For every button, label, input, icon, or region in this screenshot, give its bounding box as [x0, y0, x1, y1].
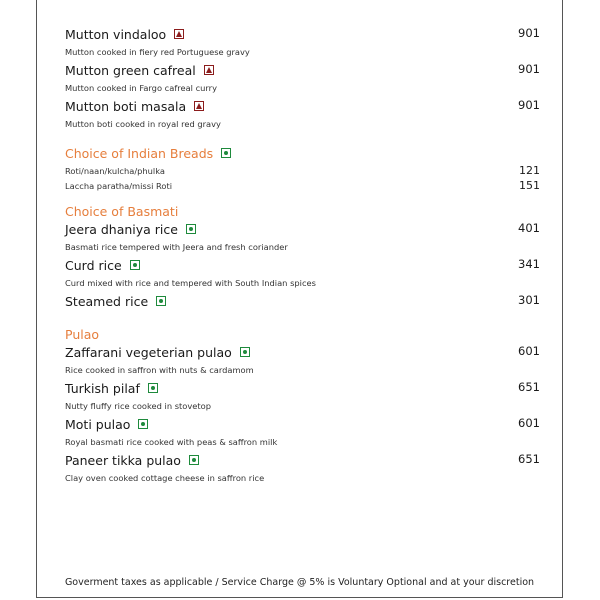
menu-item-turkish-pilaf [65, 378, 540, 414]
section-title-breads [65, 143, 540, 163]
item-name: Mutton boti masala [65, 98, 187, 114]
veg-symbol-icon [240, 347, 250, 357]
nonveg-symbol-icon [204, 65, 214, 75]
item-name: Mutton vindaloo [65, 26, 167, 42]
menu-item-mutton-green-cafreal [65, 60, 540, 96]
veg-symbol-icon [138, 419, 148, 429]
menu-item-zaffarani-pulao [65, 342, 540, 378]
item-name: Zaffarani vegeterian pulao [65, 344, 232, 360]
veg-symbol-icon [130, 260, 140, 270]
menu-item-moti-pulao [65, 414, 540, 450]
nonveg-symbol-icon [174, 29, 184, 39]
section-title-text: Pulao [65, 327, 100, 342]
item-name: Jeera dhaniya rice [65, 221, 178, 237]
item-name: Paneer tikka pulao [65, 452, 181, 468]
item-description: Basmati rice tempered with Jeera and fresh coriander [65, 242, 288, 252]
item-name: Roti/naan/kulcha/phulka [65, 165, 165, 176]
item-price: 601 [518, 344, 540, 358]
veg-symbol-icon [148, 383, 158, 393]
menu-item-laccha-paratha [65, 178, 540, 193]
menu-item-mutton-vindaloo [65, 24, 540, 60]
veg-symbol-icon [189, 455, 199, 465]
item-name: Mutton green cafreal [65, 62, 196, 78]
item-price: 651 [518, 380, 540, 394]
menu-item-jeera-dhaniya-rice [65, 219, 540, 255]
item-price: 401 [518, 221, 540, 235]
item-description: Curd mixed with rice and tempered with South Indian spices [65, 278, 316, 288]
item-name: Moti pulao [65, 416, 131, 432]
item-name: Turkish pilaf [65, 380, 140, 396]
footer-note: Goverment taxes as applicable / Service Charge @ 5% is Voluntary Optional and at your discretion [64, 577, 535, 588]
menu-item-roti [65, 163, 540, 178]
item-description: Rice cooked in saffron with nuts & cardamom [65, 365, 254, 375]
item-name: Laccha paratha/missi Roti [65, 180, 173, 191]
item-description: Mutton cooked in fiery red Portuguese gravy [65, 47, 250, 57]
menu-content [65, 24, 540, 486]
item-name: Steamed rice [65, 293, 149, 309]
item-price: 901 [518, 98, 540, 112]
menu-item-curd-rice [65, 255, 540, 291]
item-price: 121 [519, 164, 540, 177]
item-price: 601 [518, 416, 540, 430]
section-title-pulao [65, 327, 540, 342]
item-description: Mutton cooked in Fargo cafreal curry [65, 83, 218, 93]
item-description: Nutty fluffy rice cooked in stovetop [65, 401, 211, 411]
item-description: Royal basmati rice cooked with peas & saffron milk [65, 437, 278, 447]
item-price: 651 [518, 452, 540, 466]
item-price: 301 [518, 293, 540, 307]
section-title-basmati [65, 204, 540, 219]
item-price: 901 [518, 62, 540, 76]
item-description: Mutton boti cooked in royal red gravy [65, 119, 221, 129]
item-name: Curd rice [65, 257, 122, 273]
item-description: Clay oven cooked cottage cheese in saffron rice [65, 473, 265, 483]
menu-item-steamed-rice [65, 291, 540, 311]
veg-symbol-icon [221, 148, 231, 158]
item-price: 151 [519, 179, 540, 192]
section-title-text: Choice of Indian Breads [65, 145, 214, 161]
section-title-text: Choice of Basmati [65, 204, 179, 219]
menu-item-paneer-tikka-pulao [65, 450, 540, 486]
nonveg-symbol-icon [194, 101, 204, 111]
veg-symbol-icon [156, 296, 166, 306]
veg-symbol-icon [186, 224, 196, 234]
item-price: 901 [518, 26, 540, 40]
item-price: 341 [518, 257, 540, 271]
menu-item-mutton-boti-masala [65, 96, 540, 132]
